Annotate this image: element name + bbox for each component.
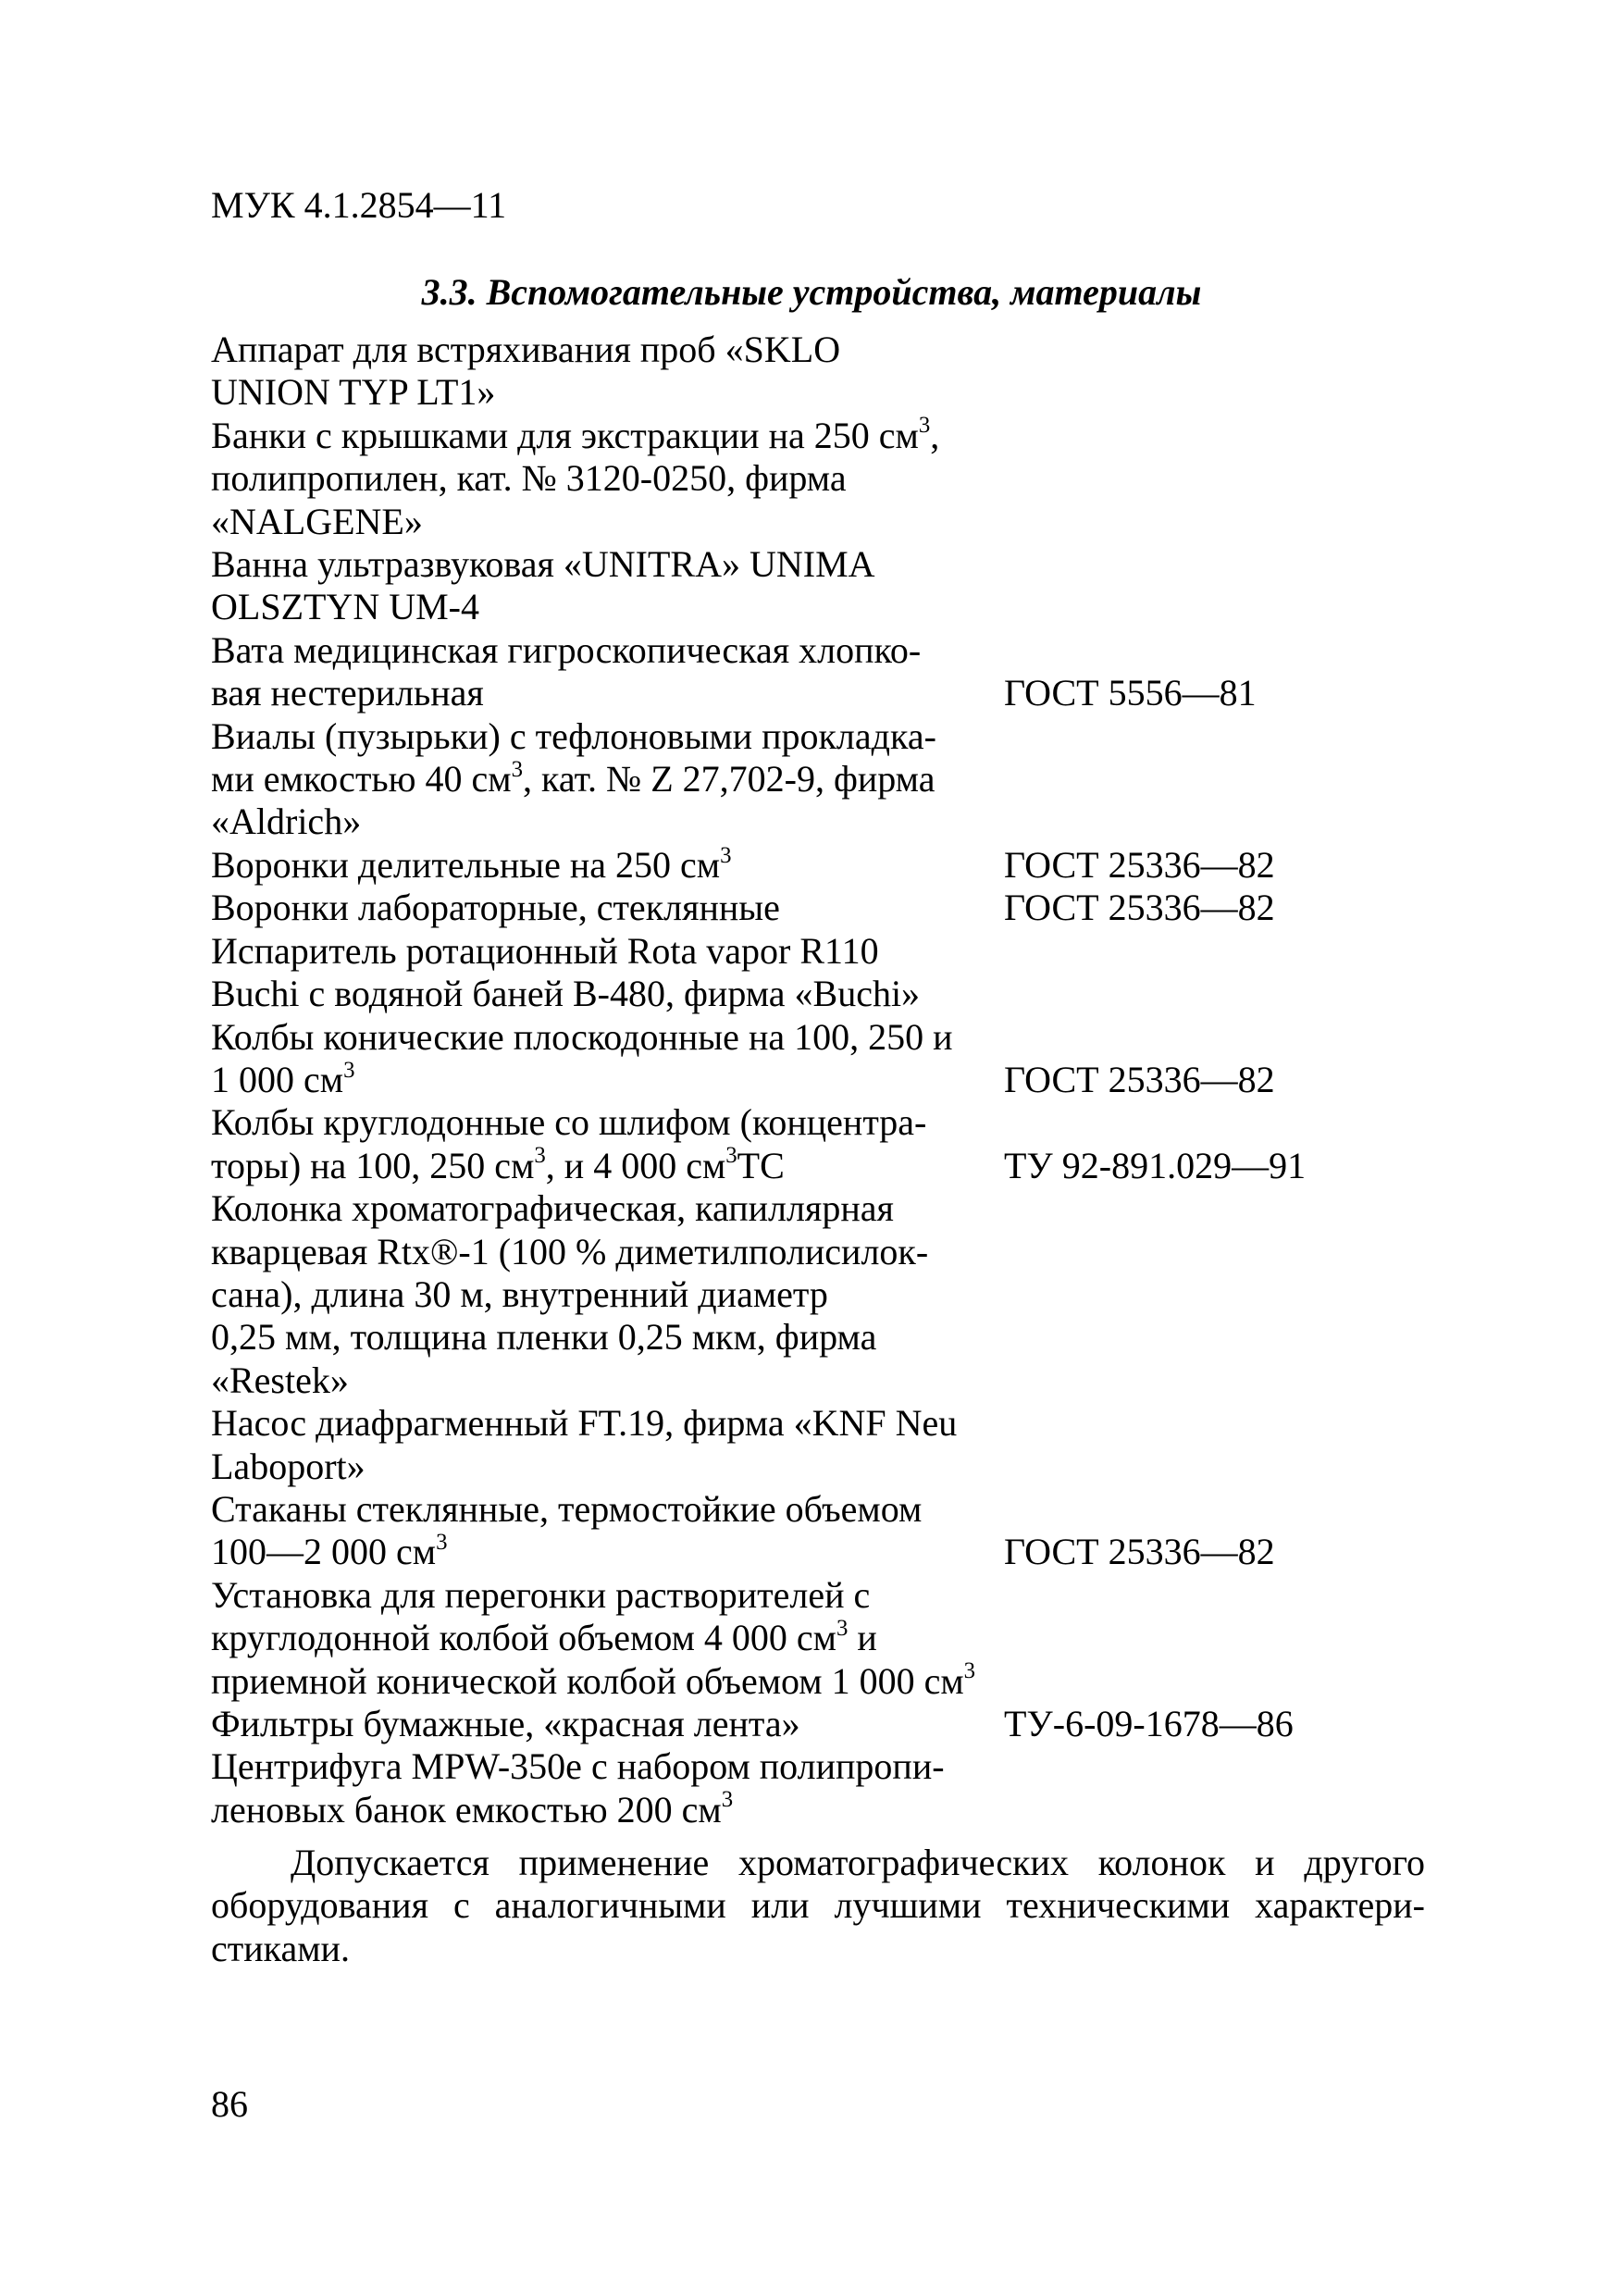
note-paragraph: Допускается применение хроматографических колонок и другого оборудования с аналогичными или лучшими техническими характери- стиками.: [211, 1842, 1425, 1969]
item-standard: ТУ 92-891.029—91: [1004, 1144, 1307, 1186]
item-description: Фильтры бумажные, «красная лента»: [211, 1703, 800, 1744]
item-standard: ТУ-6-09-1678—86: [1004, 1703, 1294, 1744]
item-standard: ГОСТ 25336—82: [1004, 843, 1275, 886]
item-description: Воронки делительные на 250 $см^3$: [211, 842, 732, 886]
item-standard: ГОСТ 25336—82: [1004, 887, 1275, 929]
list-item: [211, 1402, 1451, 1488]
list-item: [211, 1745, 1451, 1831]
item-description: Виалы (пузырьки) с тефлоновыми прокладка- ми емкостью 40 $см^3$, кат. № Z 27,702-9, фирма «Aldrich»: [211, 714, 936, 843]
item-description: Испаритель ротационный Rota vapor R110 Buchi с водяной баней B-480, фирма «Buchi»: [211, 929, 921, 1015]
item-standard: ГОСТ 25336—82: [1004, 1058, 1275, 1100]
list-item: [211, 629, 1451, 715]
list-item: [211, 1016, 1451, 1102]
document-code: МУК 4.1.2854—11: [211, 184, 507, 226]
item-description: Колбы круглодонные со шлифом (концентра- торы) на 100, 250 $см^3$, и 4 000 $см^3ТС$: [211, 1101, 927, 1186]
item-description: Установка для перегонки растворителей с круглодонной колбой объемом 4 000 $см^3$ и приемной конической колбой объемом 1 000 $см^3$: [211, 1573, 976, 1702]
equipment-list: [211, 329, 1451, 1831]
item-description: Стаканы стеклянные, термостойкие объемом 100—2 000 $см^3$: [211, 1487, 923, 1573]
list-item: [211, 887, 1451, 929]
list-item: [211, 930, 1451, 1016]
list-item: [211, 1574, 1451, 1703]
list-item: [211, 543, 1451, 629]
item-description: Аппарат для встряхивания проб «SKLO UNION TYP LT1»: [211, 329, 841, 414]
list-item: [211, 715, 1451, 844]
list-item: [211, 844, 1451, 887]
item-description: Вата медицинская гигроскопическая хлопко- вая нестерильная: [211, 628, 922, 714]
item-description: Центрифуга MPW-350e с набором полипропи- леновых банок емкостью 200 $см^3$: [211, 1745, 945, 1831]
list-item: [211, 1187, 1451, 1402]
item-description: Колонка хроматографическая, капиллярная кварцевая Rtx®-1 (100 % диметилполисилок- сана), длина 30 м, внутренний диаметр 0,25 мм, толщина пленки 0,25 мкм, фирма «Restek»: [211, 1187, 929, 1401]
item-standard: ГОСТ 25336—82: [1004, 1531, 1275, 1573]
item-description: Ванна ультразвуковая «UNITRA» UNIMA OLSZTYN UM-4: [211, 543, 875, 628]
page-number: 86: [211, 2083, 248, 2125]
item-standard: ГОСТ 5556—81: [1004, 672, 1257, 714]
list-item: [211, 329, 1451, 415]
item-description: Колбы конические плоскодонные на 100, 250 и 1 000 $см^3$: [211, 1015, 953, 1100]
list-item: [211, 1488, 1451, 1574]
list-item: [211, 1703, 1451, 1745]
list-item: [211, 415, 1451, 543]
list-item: [211, 1101, 1451, 1187]
item-description: Банки с крышками для экстракции на 250 $см^3$, полипропилен, кат. № 3120-0250, фирма «NALGENE»: [211, 413, 940, 542]
section-title: 3.3. Вспомогательные устройства, материалы: [421, 271, 1202, 313]
item-description: Воронки лабораторные, стеклянные: [211, 887, 780, 929]
item-description: Насос диафрагменный FT.19, фирма «KNF Neu Laboport»: [211, 1402, 958, 1487]
